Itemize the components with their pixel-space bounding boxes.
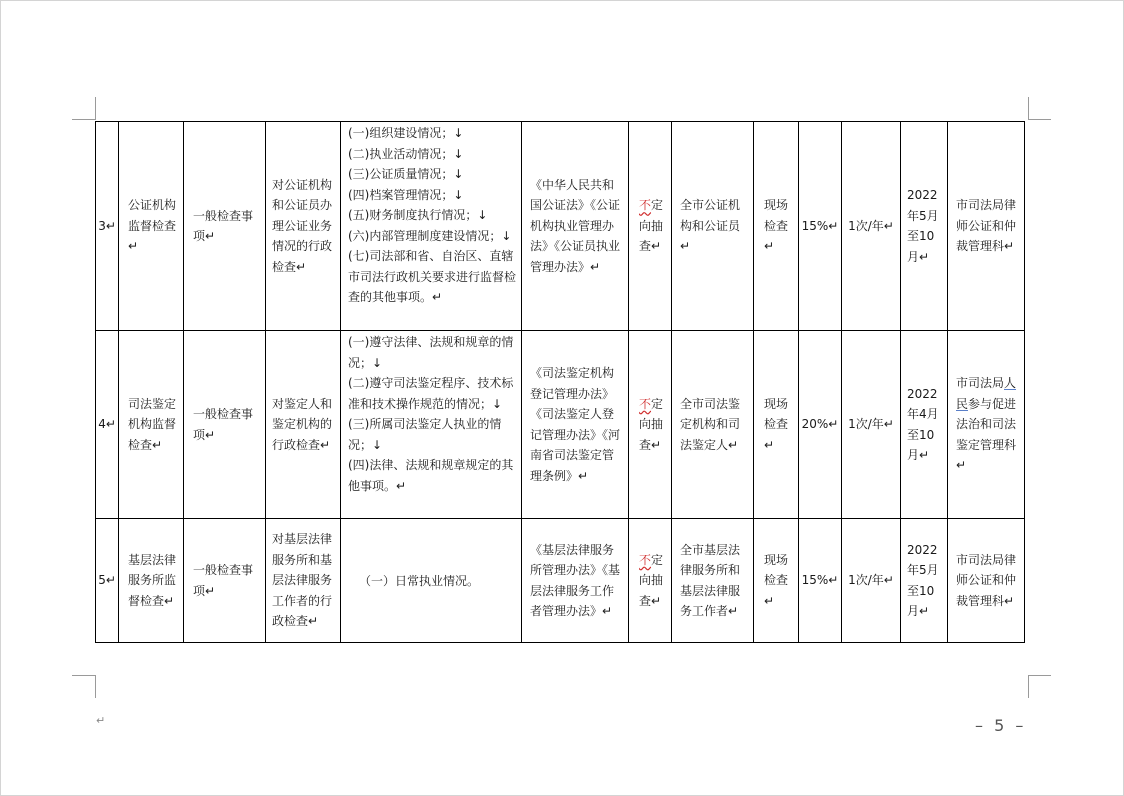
inspection-content — [341, 519, 522, 643]
inspection-object: 对鉴定人和鉴定机构的行政检查↵ — [266, 331, 341, 519]
spellcheck-word: 不 — [639, 552, 652, 567]
content-line: (六)内部管理制度建设情况；↓ — [348, 228, 512, 243]
inspection-object: 对公证机构和公证员办理公证业务情况的行政检查↵ — [266, 122, 341, 331]
inspection-content — [341, 331, 522, 519]
dept-text-underlined: 人民 — [956, 376, 1017, 411]
inspection-basis: 《中华人民共和国公证法》《公证机构执业管理办法》《公证员执业管理办法》↵ — [522, 122, 629, 331]
table-row — [96, 519, 1025, 643]
inspection-name: 司法鉴定机构监督检查↵ — [119, 331, 184, 519]
inspection-content — [341, 122, 522, 331]
crop-mark-bottom-right — [1028, 675, 1029, 698]
content-line: (七)司法部和省、自治区、直辖市司法行政机关要求进行监督检查的其他事项。↵ — [348, 249, 517, 304]
inspection-ratio: 15%↵ — [799, 122, 842, 331]
inspection-method — [629, 331, 672, 519]
inspection-time: 2022年5月至10月↵ — [901, 122, 948, 331]
inspection-form: 现场检查↵ — [754, 122, 799, 331]
table-row — [96, 122, 1025, 331]
inspection-scope: 全市司法鉴定机构和司法鉴定人↵ — [672, 331, 754, 519]
content-line: (四)档案管理情况；↓ — [348, 187, 464, 202]
inspection-basis: 《司法鉴定机构登记管理办法》《司法鉴定人登记管理办法》《河南省司法鉴定管理条例》↵ — [522, 331, 629, 519]
inspection-method — [629, 122, 672, 331]
content-line: （一）日常执业情况。 — [359, 573, 480, 588]
crop-mark-top-left — [72, 119, 95, 120]
inspection-ratio: 15%↵ — [799, 519, 842, 643]
inspection-scope: 全市公证机构和公证员↵ — [672, 122, 754, 331]
inspection-basis: 《基层法律服务所管理办法》《基层法律服务工作者管理办法》↵ — [522, 519, 629, 643]
responsible-department — [948, 331, 1025, 519]
inspection-name: 公证机构监督检查↵ — [119, 122, 184, 331]
inspection-frequency: 1次/年↵ — [842, 519, 901, 643]
content-line: (五)财务制度执行情况；↓ — [348, 208, 488, 222]
inspection-name: 基层法律服务所监督检查↵ — [119, 519, 184, 643]
page-number: – 5 – — [975, 716, 1027, 735]
row-number: 5↵ — [96, 519, 119, 643]
crop-mark-top-right — [1028, 97, 1029, 120]
crop-mark-top-left — [95, 97, 96, 120]
inspection-method — [629, 519, 672, 643]
inspection-time: 2022年4月至10月↵ — [901, 331, 948, 519]
dept-text: 市司法局 — [956, 376, 1005, 391]
table-row — [96, 331, 1025, 519]
crop-mark-bottom-left — [72, 675, 95, 676]
spellcheck-word: 不 — [639, 396, 652, 411]
inspection-type: 一般检查事项↵ — [184, 519, 266, 643]
row-number: 3↵ — [96, 122, 119, 331]
crop-mark-bottom-left — [95, 675, 96, 698]
crop-mark-bottom-right — [1028, 675, 1051, 676]
row-number: 4↵ — [96, 331, 119, 519]
inspection-frequency: 1次/年↵ — [842, 331, 901, 519]
method-text: 定向抽查↵ — [639, 552, 664, 608]
responsible-department: 市司法局律师公证和仲裁管理科↵ — [948, 122, 1025, 331]
inspection-time: 2022年5月至10月↵ — [901, 519, 948, 643]
content-line: (一)遵守法律、法规和规章的情况；↓ — [348, 335, 514, 370]
inspection-object: 对基层法律服务所和基层法律服务工作者的行政检查↵ — [266, 519, 341, 643]
method-text: 定向抽查↵ — [639, 396, 664, 452]
inspection-type: 一般检查事项↵ — [184, 122, 266, 331]
inspection-scope: 全市基层法律服务所和基层法律服务工作者↵ — [672, 519, 754, 643]
inspection-form: 现场检查↵ — [754, 331, 799, 519]
inspection-type: 一般检查事项↵ — [184, 331, 266, 519]
content-line: (三)公证质量情况；↓ — [348, 167, 464, 181]
crop-mark-top-right — [1028, 119, 1051, 120]
inspection-frequency: 1次/年↵ — [842, 122, 901, 331]
content-line: (三)所属司法鉴定人执业的情况；↓ — [348, 417, 502, 452]
responsible-department: 市司法局律师公证和仲裁管理科↵ — [948, 519, 1025, 643]
content-line: (一)组织建设情况；↓ — [348, 126, 464, 140]
dept-text: 参与促进法治和司法鉴定管理科↵ — [956, 396, 1017, 473]
spellcheck-word: 不 — [639, 198, 652, 213]
paragraph-mark: ↵ — [96, 714, 106, 727]
inspection-form: 现场检查↵ — [754, 519, 799, 643]
content-line: (四)法律、法规和规章规定的其他事项。↵ — [348, 458, 514, 493]
content-line: (二)遵守司法鉴定程序、技术标准和技术操作规范的情况；↓ — [348, 376, 514, 411]
method-text: 定向抽查↵ — [639, 198, 664, 254]
content-line: (二)执业活动情况；↓ — [348, 146, 464, 161]
inspection-table — [95, 121, 1025, 643]
inspection-ratio: 20%↵ — [799, 331, 842, 519]
